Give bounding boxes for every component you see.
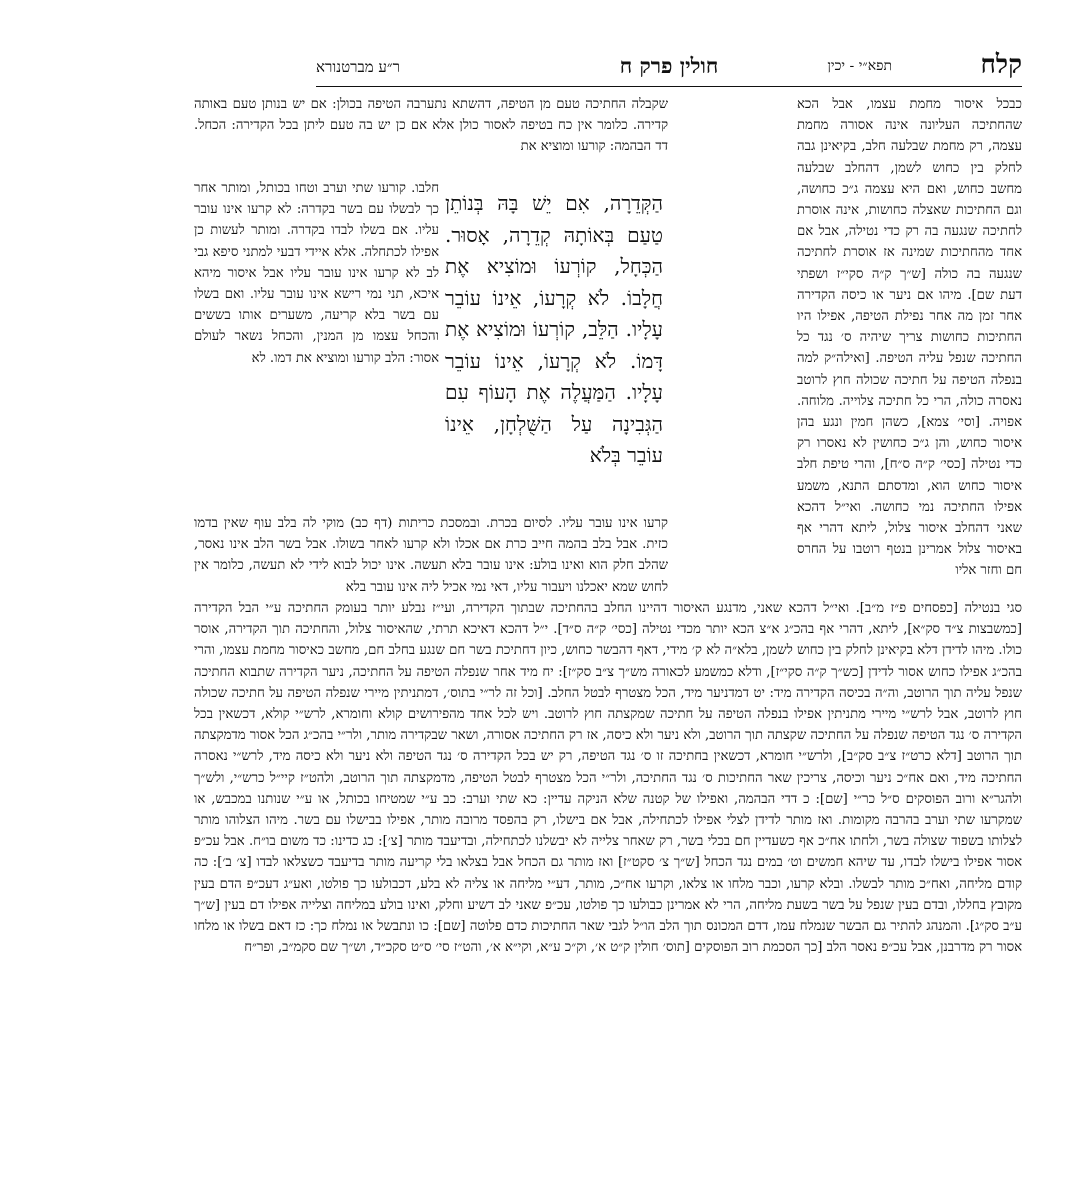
- tractate-chapter-title: חולין פרק ח: [619, 53, 719, 78]
- tiferet-full-width: [194, 598, 1022, 1164]
- tiferet-right-text: כבכל איסור מחמת עצמו, אבל הכא שהחתיכה העליונה אינה אסורה מחמת עצמה, רק מחמת שבלעה חלב, בקיאינן גבה לחלק בין כחוש לשמן, דהחלב שבלעה מחשב כחוש, ואם היא עצמה ג״כ כחושה, וגם החתיכות שאצלה כחושות, אינה אוסרת לחתיכה שנגעה בה רק כדי נטילה, אבל אם אחד מהחתיכות שמינה אז אוסרת לחתיכה שנגעה בה כולה [ש״ך ק״ה סקי״ז ושפתי דעת שם]. מיהו אם ניער או כיסה הקדירה אחר זמן מה אחר נפילת הטיפה, אפילו היו החתיכות כחושות צריך שיהיה ס׳ נגד כל החתיכה שנפל עליה הטיפה. [ואילה״ק למה בנפלה הטיפה על חתיכה שכולה חוץ לרוטב נאסרה כולה, הרי כל חתיכה צלוייה. מלוחה. אפויה. [וסי׳ צמא], כשהן חמין ונגע בהן איסור כחוש, והן ג״כ כחושין לא נאסרו רק כדי נטילה [כסי׳ ק״ה ס״ח], והרי טיפת חלב איסור כחוש הוא, ומדסתם התנא, משמע אפילו החתיכה נמי כחושה. ואי״ל דהכא שאני דהחלב איסור צלול, ליתא דהרי אף באיסור צלול אמרינן בנטף רוטבו על החרס חם וחזר אליו: [797, 97, 1022, 579]
- bartenura-middle: [194, 178, 439, 512]
- commentary-name: ר״ע מברטנורא: [316, 58, 400, 76]
- bartenura-top-text: שקבלה החתיכה טעם מן הטיפה, דהשתא נתערבה הטיפה בכולן: אם יש בנותן טעם באותה קדירה. כלומר אין כח בטיפה לאסור כולן אלא אם כן יש בה טעם ליתן בכל הקדירה: הכחל. דד הבהמה: קורעו ומוציא את: [194, 97, 668, 155]
- tiferet-right-column: [797, 94, 1022, 596]
- reference-range: תפא״י - יכין: [827, 58, 892, 74]
- mishna-text: הַקְּדֵרָה, אִם יֵשׁ בָּהּ בְּנוֹתֵן טַעַם בְּאוֹתָהּ קְדֵרָה, אָסוּר. הַכְּחָל, קוֹרְעוֹ וּמוֹצִיא אֶת חֲלָבוֹ. לֹא קְרָעוֹ, אֵינוֹ עוֹבֵר עָלָיו. הַלֵּב, קוֹרְעוֹ וּמוֹצִיא אֶת דָּמוֹ. לֹא קְרָעוֹ, אֵינוֹ עוֹבֵר עָלָיו. הַמַּעֲלֶה אֶת הָעוֹף עִם הַגְּבִינָה עַל הַשֻּׁלְחָן, אֵינוֹ עוֹבֵר בְּלֹא: [445, 191, 663, 467]
- bartenura-bottom: [194, 513, 668, 598]
- bartenura-bottom-text: קרעו אינו עובר עליו. לסיום בכרת. ובמסכת כריתות (דף כב) מוקי לה בלב עוף שאין בדמו כזית. אבל בלב בהמה חייב כרת אם אכלו ולא קרעו לאחר בשולו. אבל בשר הלב אינו נאסר, שהלב חלק הוא ואינו בולע: אינו עובר בלא תעשה. אינו יכול לבוא לידי לא תעשה, כלומר אין לחוש שמא יאכלנו ויעבור עליו, דאי נמי אכיל ליה אינו עובר בלא: [194, 516, 668, 595]
- page-number: קלח: [980, 50, 1022, 80]
- page-header: [316, 50, 1022, 84]
- bartenura-middle-text: חלבו. קורעו שתי וערב וטחו בכותל, ומותר אחר כך לבשלו עם בשר בקדרה: לא קרעו אינו עובר עליו. אם בשלו לבדו בקדרה. ומותר לעשות כן אפילו לכתחלה. אלא איידי דבעי למתני סיפא גבי לב לא קרעו אינו עובר עליו אבל איסור מיהא איכא, תני נמי רישא אינו עובר עליו. ואם בשלו עם בשר בלא קריעה, משערים אותו בששים והכחל עצמו מן המנין, והכחל נשאר לעולם אסור: הלב קורעו ומוציא את דמו. לא: [194, 181, 439, 366]
- header-rule: [316, 86, 1022, 87]
- mishna-text-block: [445, 188, 663, 506]
- tiferet-full-text: סגי בנטילה [כפסחים פ״ז מ״ב]. ואי״ל דהכא שאני, מדנגע האיסור דהיינו החלב בהחתיכה שבתוך הקדירה, ועי״ז נבלע יותר בעומק החתיכה ע״י הבל הקדירה [כמשבצות צ״ד סק״א], ליתא, דהרי אף בהכ״ג א״צ הכא יותר מכדי נטילה [כסי׳ ק״ה ס״ד]. י״ל דהכא דאיכא תרתי, שהאיסור צלול, והחתיכה תוך הקדירה, אוסר כולו. מיהו לדידן דלא בקיאינן לחלק בין כחוש לשמן, בלא״ה לא ק׳ מידי, דאף דהבשר כחוש, כיון דחתיכת בשר חם שנגע בחלב חם, מחשב כאיסור מחמת עצמו, והרי בהכ״ג אפילו כחוש אסור לדידן [כש״ך ק״ה סקי״ז], ודלא כמשמע לכאורה מש״ך צ״ב סק״ז]: יח מיד אחר שנפלה הטיפה על החתיכה, ניער הקדירה שתבוא החתיכה שנפל עליה תוך הרוטב, וה״ה בכיסה הקדירה מיד: יט דמדניער מיד, הכל מצטרף לבטל החלב. [וכל זה לר״י בתוס׳, דמתניתין מיירי שנפלה הטיפה על חתיכה שכולה חוץ לרוטב, אבל לרש״י מיירי מתניתין אפילו בנפלה הטיפה על חתיכה שמקצתה חוץ לרוטב. ויש לכל אחד מהפירושים קולא וחומרא, לרש״י קולא, דכשאין בכל הקדירה ס׳ נגד הטיפה שנפלה על החתיכה שקצתה תוך הרוטב, ולא ניער ולא כיסה, אז רק החתיכה אסורה, ושאר שבקדירה מותר, ולר״י בהכ״ג הכל אסור מדמקצתה תוך הרוטב [דלא כרט״ז צ״ב סק״ב], ולרש״י חומרא, דכשאין בחתיכה זו ס׳ נגד הטיפה, רק יש בכל הקדירה ס׳ נגד הטיפה ולא ניער ולא כיסה מיד, לרש״י נאסרה החתיכה מיד, ואם אח״כ ניער וכיסה, צריכין שאר החתיכות ס׳ נגד החתיכה, ולר״י הכל מצטרף לבטל הטיפה, מדמקצתה תוך הרוטב, ולהט״ז קיי״ל כרש״י, ולש״ך ולהגר״א ורוב הפוסקים ס״ל כר״י [שם]: כ דדי הבהמה, ואפילו של קטנה שלא הניקה עדיין: כא שתי וערב: כב ע״י שמטיחו בכותל, או ע״י שנותנו במכבש, או שמקרעו שתי וערב בהרבה מקומות. ואז מותר לדידן לצלי אפילו לכתחילה, אבל אם בישלו, רק בהפסד מרובה מותר, אפילו בבישלו עם בשר. מיהו הצלוהו מותר לצלותו בשפוד שצולה בשר, ולחתו אח״כ אף כשעדיין חם בכלי בשר, רק שאחר צלייה לא יבשלנו לכתחילה, ובדיעבד מותר [צ׳]: כג כדינו: כד משום בו״ח. אבל עכ״פ אסור אפילו בישלו לבדו, עד שיהא חמשים וט׳ במים נגד הכחל [ש״ך צ׳ סקט״ז] ואז מותר גם הכחל אבל בצלאו בלי קריעה מותר בדיעבד כשצלאו לבדו [צ׳ ב׳]: כה קודם מליחה, ואח״כ מותר לבשלו. ובלא קרעו, וכבר מלחו או צלאו, וקרעו אח״כ, מותר, דע״י מליחה או צליה לא בלע, דכבולעו כך פולטו, ואע״ג דעכ״פ הדם בעין מקובץ בחללו, ובדם בעין שנפל על בשר בשעת מליחה, הרי לא אמרינן כבולעו כך פולטו, עכ״פ שאני לב דשיע וחלק, ואינו בולע במליחה וצלייה אפילו דם בעין [ש״ך ע״ב סק״ג]. והמנהג להתיר גם הבשר שנמלח עמו, דדם המכונס תוך הלב הו״ל לגבי שאר החתיכות כדם פלוטה [שם]: כו ונתבשל או נמלח כך: כז דאם בשלו או מלחו אסור רק מדרבנן, אבל עכ״פ נאסר הלב [כך הסכמת רוב הפוסקים [תוס׳ חולין ק״ט א׳, וק״כ ע״א, וקי״א א׳, והט״ז סי׳ ס״ט סקכ״ד, וש״ך שם סקמ״ב, ופר״ח: [194, 601, 1022, 956]
- bartenura-top: [194, 94, 668, 174]
